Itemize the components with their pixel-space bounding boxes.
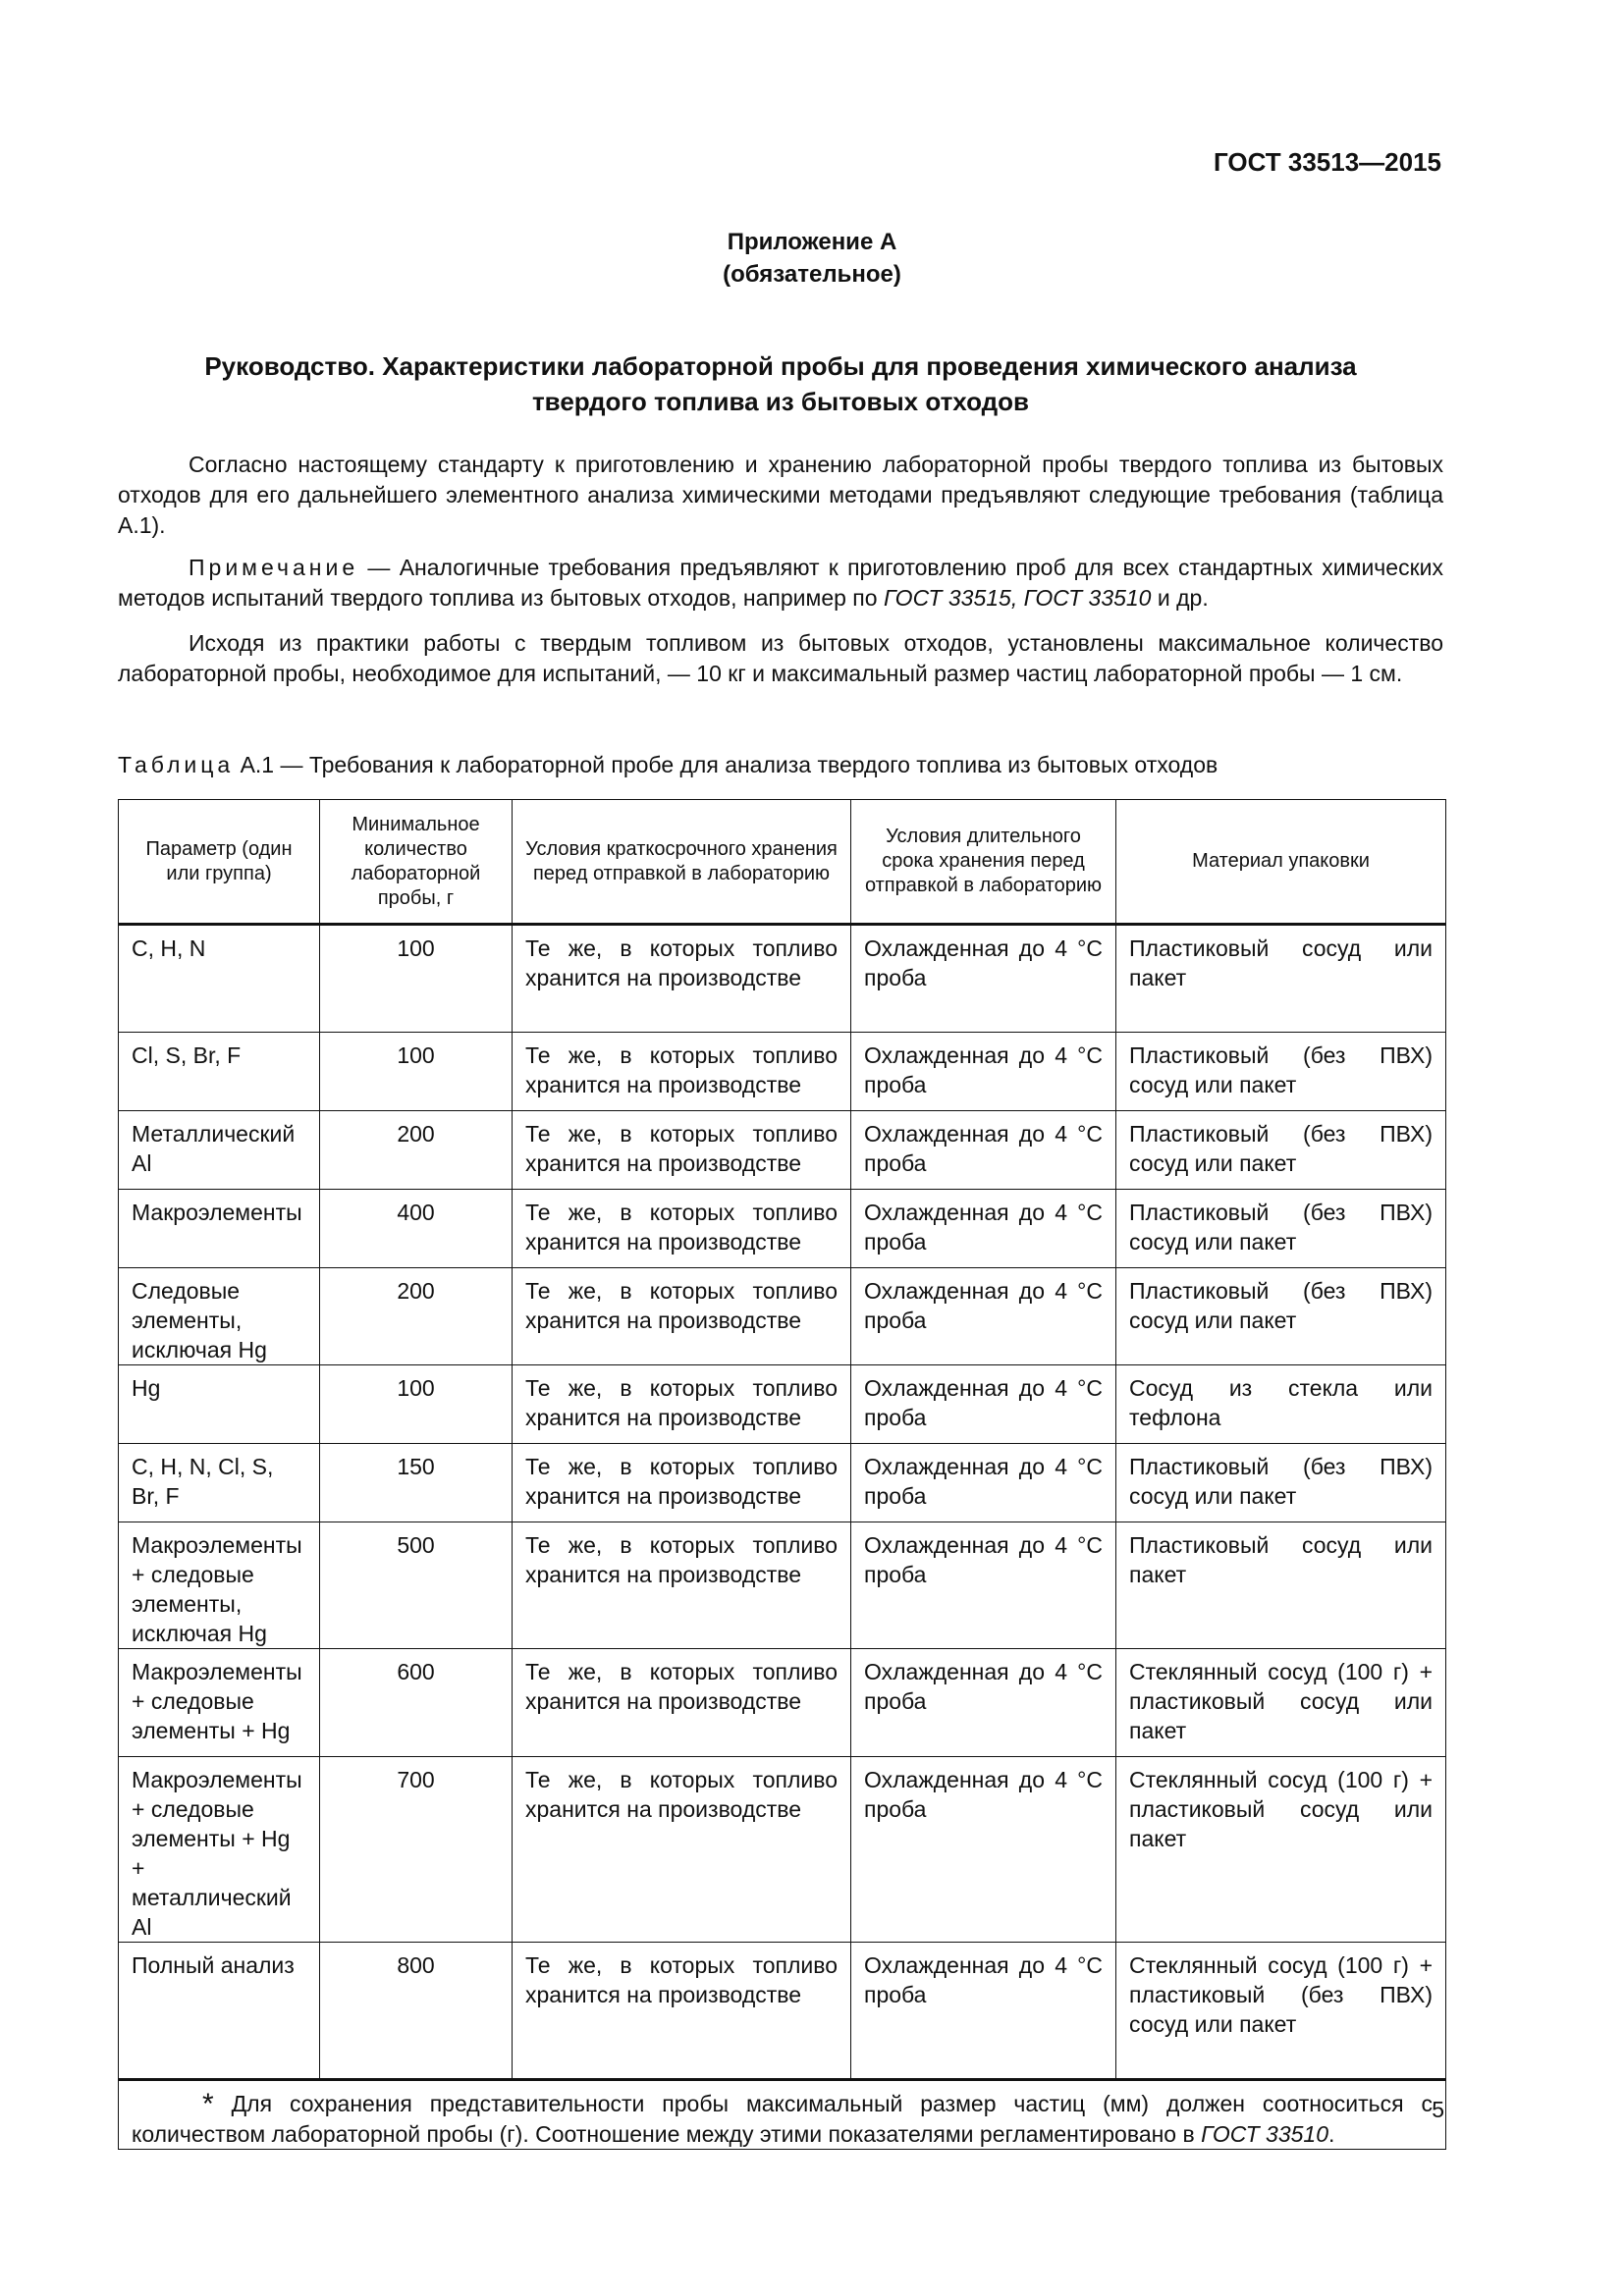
cell-parameter: Макроэлементы + следовые элементы + Hg + металлический Al <box>119 1757 320 1943</box>
cell-quantity: 200 <box>320 1268 513 1365</box>
table-footnote <box>119 2080 1446 2150</box>
cell-quantity: 100 <box>320 1365 513 1444</box>
cell-short-storage: Те же, в которых топливо хранится на производстве <box>513 1943 851 2080</box>
table-row <box>119 1757 1446 1943</box>
annex-title: Приложение А <box>727 229 897 255</box>
cell-short-storage: Те же, в которых топливо хранится на производстве <box>513 1444 851 1522</box>
page-number: 5 <box>1432 2097 1444 2122</box>
header-min-quantity: Минимальное количество лабораторной пробы, г <box>320 800 513 925</box>
cell-quantity: 200 <box>320 1111 513 1190</box>
cell-long-storage: Охлажденная до 4 °С проба <box>851 1943 1116 2080</box>
cell-short-storage: Те же, в которых топливо хранится на производстве <box>513 1033 851 1111</box>
note-end: и др. <box>1151 585 1209 611</box>
cell-parameter: Металлический Al <box>119 1111 320 1190</box>
title-line-2: твердого топлива из бытовых отходов <box>531 387 1030 416</box>
header-packaging: Материал упаковки <box>1116 800 1446 925</box>
cell-packaging: Пластиковый (без ПВХ) сосуд или пакет <box>1116 1033 1446 1111</box>
cell-packaging: Пластиковый сосуд или пакет <box>1116 925 1446 1033</box>
cell-short-storage: Те же, в которых топливо хранится на производстве <box>513 925 851 1033</box>
annex-status: (обязательное) <box>723 261 901 288</box>
table-row <box>119 1649 1446 1757</box>
cell-parameter: C, H, N <box>119 925 320 1033</box>
table-row <box>119 925 1446 1033</box>
table-row <box>119 1943 1446 2080</box>
cell-parameter: Следовые элементы, исключая Hg <box>119 1268 320 1365</box>
document-title <box>118 348 1443 419</box>
cell-parameter: Макроэлементы + следовые элементы, исключая Hg <box>119 1522 320 1649</box>
header-parameter: Параметр (один или группа) <box>119 800 320 925</box>
cell-short-storage: Те же, в которых топливо хранится на производстве <box>513 1190 851 1268</box>
table-row <box>119 1444 1446 1522</box>
table-row <box>119 1111 1446 1190</box>
cell-parameter: Макроэлементы + следовые элементы + Hg <box>119 1649 320 1757</box>
note-label: Примечание <box>189 555 359 580</box>
cell-quantity: 800 <box>320 1943 513 2080</box>
cell-quantity: 700 <box>320 1757 513 1943</box>
cell-long-storage: Охлажденная до 4 °С проба <box>851 1268 1116 1365</box>
cell-short-storage: Те же, в которых топливо хранится на производстве <box>513 1365 851 1444</box>
cell-parameter: C, H, N, Cl, S, Br, F <box>119 1444 320 1522</box>
cell-parameter: Hg <box>119 1365 320 1444</box>
paragraph-note <box>118 553 1443 614</box>
footnote-end: . <box>1328 2121 1335 2147</box>
cell-long-storage: Охлажденная до 4 °С проба <box>851 1522 1116 1649</box>
cell-long-storage: Охлажденная до 4 °С проба <box>851 925 1116 1033</box>
requirements-table <box>118 799 1446 2150</box>
table-caption <box>118 750 1443 780</box>
cell-short-storage: Те же, в которых топливо хранится на производстве <box>513 1111 851 1190</box>
header-short-storage: Условия краткосрочного хранения перед отправкой в лабораторию <box>513 800 851 925</box>
cell-short-storage: Те же, в которых топливо хранится на производстве <box>513 1757 851 1943</box>
cell-packaging: Стеклянный сосуд (100 г) + пластиковый сосуд или пакет <box>1116 1757 1446 1943</box>
cell-packaging: Стеклянный сосуд (100 г) + пластиковый (без ПВХ) сосуд или пакет <box>1116 1943 1446 2080</box>
table-header-row <box>119 800 1446 925</box>
cell-short-storage: Те же, в которых топливо хранится на производстве <box>513 1649 851 1757</box>
cell-parameter: Полный анализ <box>119 1943 320 2080</box>
table-caption-text: А.1 — Требования к лабораторной пробе для анализа твердого топлива из бытовых отходов <box>234 752 1218 777</box>
cell-long-storage: Охлажденная до 4 °С проба <box>851 1757 1116 1943</box>
paragraph-requirements: Согласно настоящему стандарту к приготовлению и хранению лабораторной пробы твердого топлива из бытовых отходов для его дальнейшего элементного анализа химическими методами предъявляют следующие требования (таблица А.1). <box>118 452 1443 538</box>
note-text: — Аналогичные требования предъявляют к приготовлению проб для всех стандартных химических методов испытаний твердого топлива из бытовых отходов, например по <box>118 555 1443 611</box>
note-reference: ГОСТ 33515, ГОСТ 33510 <box>883 585 1152 611</box>
cell-quantity: 500 <box>320 1522 513 1649</box>
cell-long-storage: Охлажденная до 4 °С проба <box>851 1444 1116 1522</box>
cell-packaging: Пластиковый сосуд или пакет <box>1116 1522 1446 1649</box>
cell-short-storage: Те же, в которых топливо хранится на производстве <box>513 1268 851 1365</box>
cell-quantity: 600 <box>320 1649 513 1757</box>
footnote-mark: * <box>202 2088 214 2120</box>
footnote-reference: ГОСТ 33510 <box>1201 2121 1328 2147</box>
cell-long-storage: Охлажденная до 4 °С проба <box>851 1111 1116 1190</box>
cell-quantity: 100 <box>320 925 513 1033</box>
cell-long-storage: Охлажденная до 4 °С проба <box>851 1365 1116 1444</box>
standard-code: ГОСТ 33513—2015 <box>1214 147 1441 177</box>
header-long-storage: Условия длительного срока хранения перед отправкой в лабораторию <box>851 800 1116 925</box>
cell-parameter: Cl, S, Br, F <box>119 1033 320 1111</box>
table-row <box>119 1033 1446 1111</box>
footnote-text: Для сохранения представительности пробы максимальный размер частиц (мм) должен соотноситься с количеством лабораторной пробы (г). Соотношение между этими показателями регламентировано в <box>132 2091 1433 2147</box>
cell-long-storage: Охлажденная до 4 °С проба <box>851 1033 1116 1111</box>
table-footnote-row <box>119 2080 1446 2150</box>
cell-long-storage: Охлажденная до 4 °С проба <box>851 1649 1116 1757</box>
title-line-1: Руководство. Характеристики лабораторной пробы для проведения химического анализа <box>204 351 1357 381</box>
cell-packaging: Пластиковый (без ПВХ) сосуд или пакет <box>1116 1111 1446 1190</box>
annex-heading <box>0 226 1624 291</box>
cell-packaging: Сосуд из стекла или тефлона <box>1116 1365 1446 1444</box>
table-row <box>119 1522 1446 1649</box>
cell-quantity: 150 <box>320 1444 513 1522</box>
table-caption-label: Таблица <box>118 752 235 777</box>
cell-packaging: Стеклянный сосуд (100 г) + пластиковый сосуд или пакет <box>1116 1649 1446 1757</box>
cell-quantity: 100 <box>320 1033 513 1111</box>
table-row <box>119 1268 1446 1365</box>
cell-short-storage: Те же, в которых топливо хранится на производстве <box>513 1522 851 1649</box>
table-row <box>119 1190 1446 1268</box>
cell-quantity: 400 <box>320 1190 513 1268</box>
cell-long-storage: Охлажденная до 4 °С проба <box>851 1190 1116 1268</box>
cell-packaging: Пластиковый (без ПВХ) сосуд или пакет <box>1116 1268 1446 1365</box>
cell-packaging: Пластиковый (без ПВХ) сосуд или пакет <box>1116 1190 1446 1268</box>
cell-packaging: Пластиковый (без ПВХ) сосуд или пакет <box>1116 1444 1446 1522</box>
paragraph-practice: Исходя из практики работы с твердым топливом из бытовых отходов, установлены максимальное количество лабораторной пробы, необходимое для испытаний, — 10 кг и максимальный размер частиц лабораторной пробы — 1 см. <box>118 630 1443 686</box>
cell-parameter: Макроэлементы <box>119 1190 320 1268</box>
table-row <box>119 1365 1446 1444</box>
